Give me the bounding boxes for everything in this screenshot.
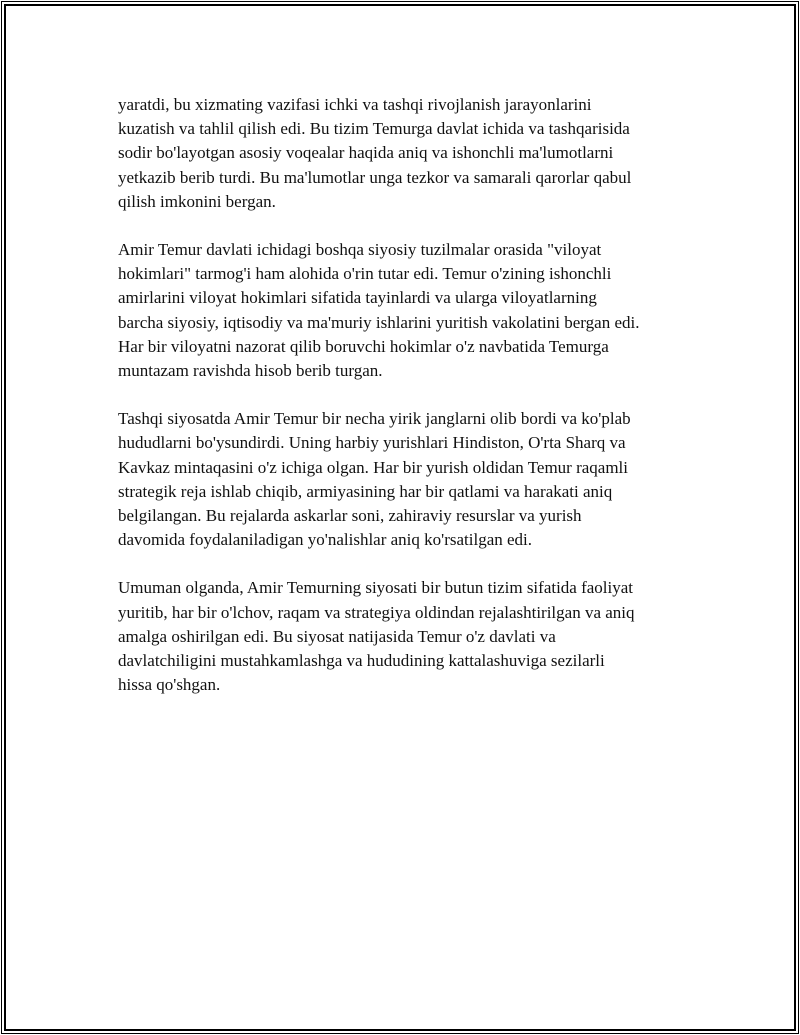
paragraph: yaratdi, bu xizmating vazifasi ichki va tashqi rivojlanish jarayonlarini kuzatish va tahlil qilish edi. Bu tizim Temurga davlat ichida va tashqarisida sodir bo'layotgan asosiy voqealar haqida aniq va ishonchli ma'lumotlarni yetkazib berib turdi. Bu ma'lumotlar unga tezkor va samarali qarorlar qabul qilish imkonini bergan. bbox=[118, 95, 632, 211]
paragraph: Amir Temur davlati ichidagi boshqa siyosiy tuzilmalar orasida "viloyat hokimlari" tarmog'i ham alohida o'rin tutar edi. Temur o'zining ishonchli amirlarini viloyat hokimlari sifatida tayinlardi va ularga viloyatlarning barcha siyosiy, iqtisodiy va ma'muriy ishlarini yuritish vakolatini bergan edi. Har bir viloyatni nazorat qilib boruvchi hokimlar o'z navbatida Temurga muntazam ravishda hisob berib turgan. bbox=[118, 240, 640, 381]
document-body bbox=[118, 93, 698, 721]
paragraph: Umuman olganda, Amir Temurning siyosati bir butun tizim sifatida faoliyat yuritib, har bir o'lchov, raqam va strategiya oldindan rejalashtirilgan va aniq amalga oshirilgan edi. Bu siyosat natijasida Temur o'z davlati va davlatchiligini mustahkamlashga va hududining kattalashuviga sezilarli hissa qo'shgan. bbox=[118, 578, 635, 695]
paragraph: Tashqi siyosatda Amir Temur bir necha yirik janglarni olib bordi va ko'plab hududlarni bo'ysundirdi. Uning harbiy yurishlari Hindiston, O'rta Sharq va Kavkaz mintaqasini o'z ichiga olgan. Har bir yurish oldidan Temur raqamli strategik reja ishlab chiqib, armiyasining har bir qatlami va harakati aniq belgilangan. Bu rejalarda askarlar soni, zahiraviy resurslar va yurish davomida foydalaniladigan yo'nalishlar aniq ko'rsatilgan edi. bbox=[118, 409, 631, 550]
